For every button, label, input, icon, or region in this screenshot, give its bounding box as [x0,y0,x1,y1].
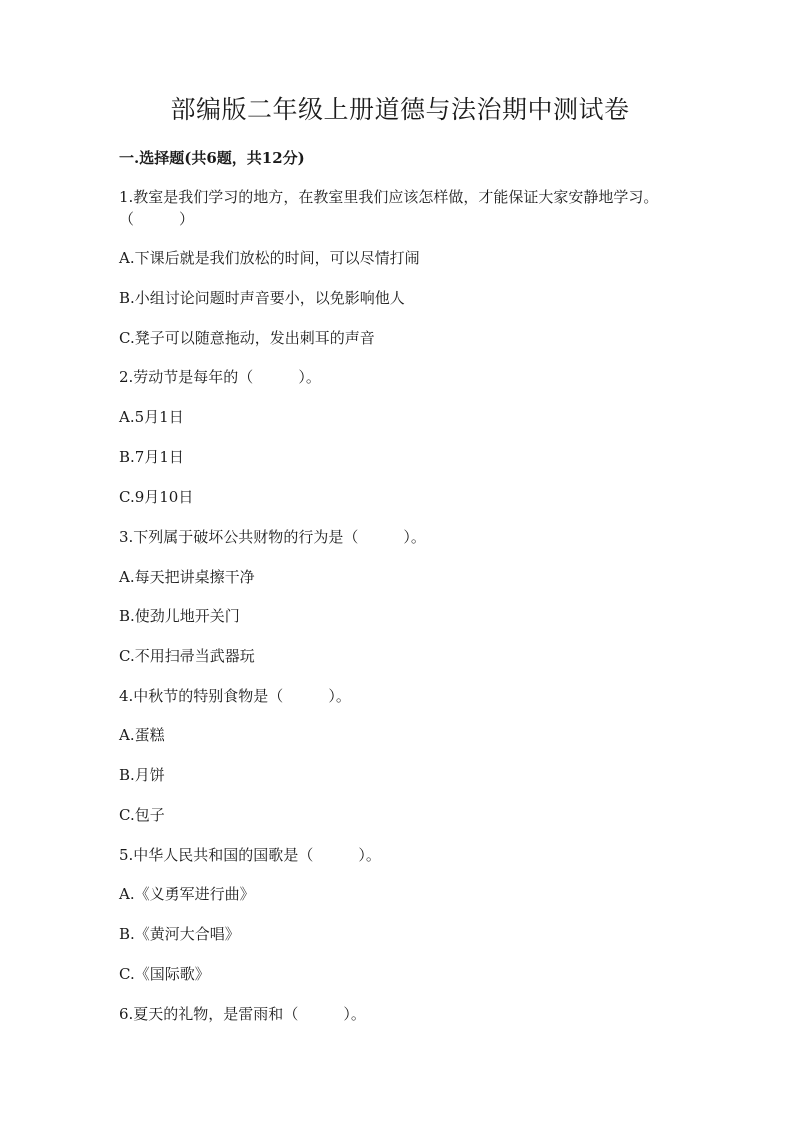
question-2-option-c: C.9月10日 [119,488,194,506]
question-1-option-c: C.凳子可以随意拖动，发出刺耳的声音 [119,329,375,347]
question-2-stem: 2.劳动节是每年的（ ）。 [119,368,321,386]
question-5-option-c: C.《国际歌》 [119,965,210,983]
question-4-option-b: B.月饼 [119,766,165,784]
question-1-option-a: A.下课后就是我们放松的时间，可以尽情打闹 [119,249,420,267]
question-1-stem: 1.教室是我们学习的地方，在教室里我们应该怎样做，才能保证大家安静地学习。（ ） [119,188,659,228]
question-5-option-b: B.《黄河大合唱》 [119,925,240,943]
page-title: 部编版二年级上册道德与法治期中测试卷 [170,95,630,124]
question-4-option-c: C.包子 [119,806,165,824]
question-6-stem: 6.夏天的礼物，是雷雨和（ ）。 [119,1005,366,1023]
question-3-stem: 3.下列属于破坏公共财物的行为是（ ）。 [119,528,426,546]
question-4-option-a: A.蛋糕 [119,726,165,744]
question-3-option-b: B.使劲儿地开关门 [119,607,240,625]
question-3-option-a: A.每天把讲桌擦干净 [119,568,255,586]
question-5-stem: 5.中华人民共和国的国歌是（ ）。 [119,846,381,864]
question-4-stem: 4.中秋节的特别食物是（ ）。 [119,687,351,705]
section-heading: 一.选择题(共6题，共12分) [119,149,305,167]
question-2-option-a: A.5月1日 [119,408,184,426]
question-1-option-b: B.小组讨论问题时声音要小，以免影响他人 [119,289,405,307]
question-2-option-b: B.7月1日 [119,448,184,466]
question-5-option-a: A.《义勇军进行曲》 [119,885,255,903]
question-3-option-c: C.不用扫帚当武器玩 [119,647,255,665]
